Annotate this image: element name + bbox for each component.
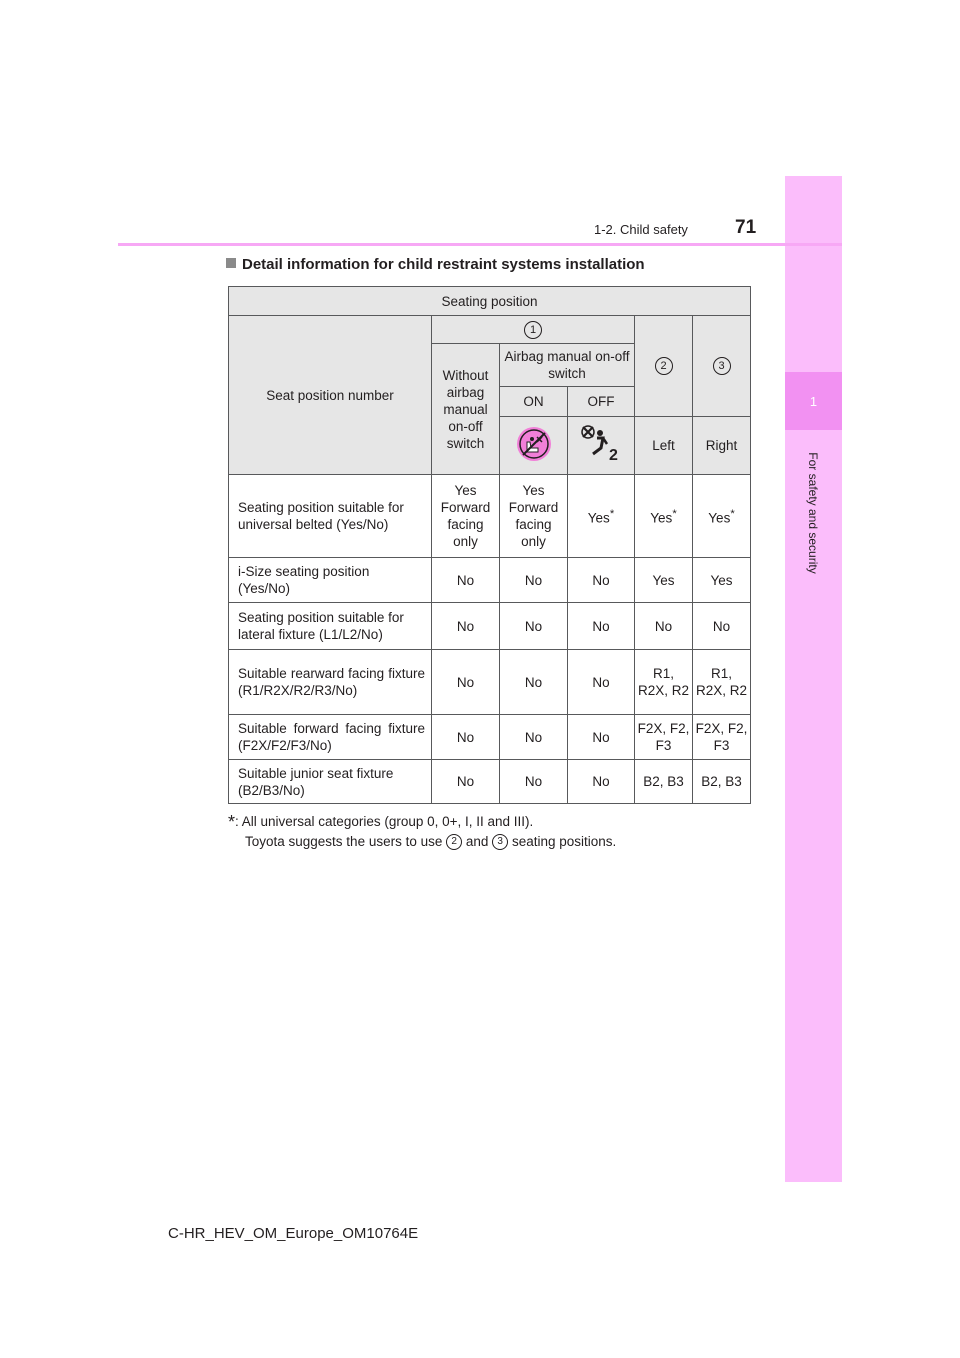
right-header: Right: [693, 417, 751, 475]
on-header: ON: [500, 387, 568, 417]
table-row: [229, 760, 751, 804]
table-cell: Yes: [693, 558, 751, 603]
table-cell: No: [568, 715, 635, 760]
row-label: Suitable forward facing fixture (F2X/F2/F3/No): [229, 715, 432, 760]
table-cell: No: [568, 603, 635, 650]
footnote-star: *: [730, 507, 735, 520]
col-header-2: [635, 316, 693, 417]
row-label: Suitable junior seat fixture (B2/B3/No): [229, 760, 432, 804]
footnote-star: *: [609, 507, 615, 520]
table-cell: No: [432, 603, 500, 650]
table-cell: R1, R2X, R2: [635, 650, 693, 715]
row-label: Seating position suitable for lateral fixture (L1/L2/No): [229, 603, 432, 650]
row-label: Seating position suitable for universal belted (Yes/No): [229, 475, 432, 558]
table-cell: No: [568, 650, 635, 715]
table-cell: F2X, F2, F3: [635, 715, 693, 760]
table-cell: Yes: [635, 558, 693, 603]
chapter-title: For safety and security: [806, 452, 820, 574]
left-header: Left: [635, 417, 693, 475]
footnote: [228, 812, 616, 852]
table-cell: B2, B3: [635, 760, 693, 804]
row-label: Suitable rearward facing fixture (R1/R2X/R2/R3/No): [229, 650, 432, 715]
table-row: [229, 650, 751, 715]
footnote-suggest-after: seating positions.: [511, 834, 617, 849]
table-cell: [693, 475, 751, 558]
table-cell: No: [635, 603, 693, 650]
table-cell: No: [432, 558, 500, 603]
footnote-star: *: [672, 507, 677, 520]
heading-text: Detail information for child restraint systems installation: [242, 256, 645, 273]
table-cell: No: [432, 715, 500, 760]
table-cell: Yes Forward facing only: [432, 475, 500, 558]
chapter-side-tab: [785, 176, 842, 1182]
table-cell: No: [693, 603, 751, 650]
position-2-icon: 2: [655, 357, 673, 375]
chapter-number: 1: [809, 393, 818, 409]
footnote-line-2: [228, 832, 616, 852]
table-cell: No: [500, 715, 568, 760]
table-cell: No: [568, 558, 635, 603]
position-1-icon: 1: [524, 321, 542, 339]
table-cell: [635, 475, 693, 558]
svg-text:2: 2: [609, 446, 618, 464]
footnote-star: *: [228, 812, 236, 832]
cell-text: Yes: [587, 510, 610, 526]
cell-text: Yes: [708, 510, 731, 526]
col-header-3: [693, 316, 751, 417]
table-cell: F2X, F2, F3: [693, 715, 751, 760]
page-number: 71: [735, 217, 757, 238]
position-3-icon: 3: [713, 357, 731, 375]
table-row: [229, 603, 751, 650]
table-cell: No: [432, 760, 500, 804]
header-rule: [118, 243, 842, 246]
footnote-text: : All universal categories (group 0, 0+, I, II and III).: [235, 814, 534, 829]
table-cell: [568, 475, 635, 558]
section-heading: [226, 256, 645, 273]
table-row: [229, 475, 751, 558]
table-cell: B2, B3: [693, 760, 751, 804]
table-cell: R1, R2X, R2: [693, 650, 751, 715]
airbag-switch-header: Airbag manual on-off switch: [500, 344, 635, 387]
section-title: 1-2. Child safety: [594, 222, 688, 237]
table-cell: No: [500, 650, 568, 715]
footnote-suggest-before: Toyota suggests the users to use: [245, 834, 443, 849]
without-airbag-switch-header: Without airbag manual on-off switch: [432, 344, 500, 475]
seat-position-number-header: Seat position number: [229, 316, 432, 475]
table-cell: No: [500, 760, 568, 804]
off-header: OFF: [568, 387, 635, 417]
square-bullet-icon: [226, 258, 236, 268]
document-footer: C-HR_HEV_OM_Europe_OM10764E: [168, 1225, 419, 1242]
table-cell: No: [500, 558, 568, 603]
cell-text: Yes: [650, 510, 673, 526]
passenger-airbag-off-icon: [516, 426, 552, 462]
footnote-line-1: [228, 812, 616, 832]
footnote-suggest-and: and: [465, 834, 489, 849]
position-2-icon: 2: [446, 834, 462, 850]
table-row: [229, 715, 751, 760]
col-header-1: [432, 316, 635, 344]
table-cell: No: [500, 603, 568, 650]
position-3-icon: 3: [492, 834, 508, 850]
passenger-airbag-warning-icon: [580, 424, 622, 464]
airbag-on-indicator-cell: [568, 417, 635, 475]
table-cell: No: [568, 760, 635, 804]
airbag-off-indicator-cell: [500, 417, 568, 475]
seating-position-header: Seating position: [229, 287, 751, 316]
table-cell: Yes Forward facing only: [500, 475, 568, 558]
child-restraint-table: [228, 286, 751, 804]
table-cell: No: [432, 650, 500, 715]
table-row: [229, 558, 751, 603]
row-label: i-Size seating position (Yes/No): [229, 558, 432, 603]
